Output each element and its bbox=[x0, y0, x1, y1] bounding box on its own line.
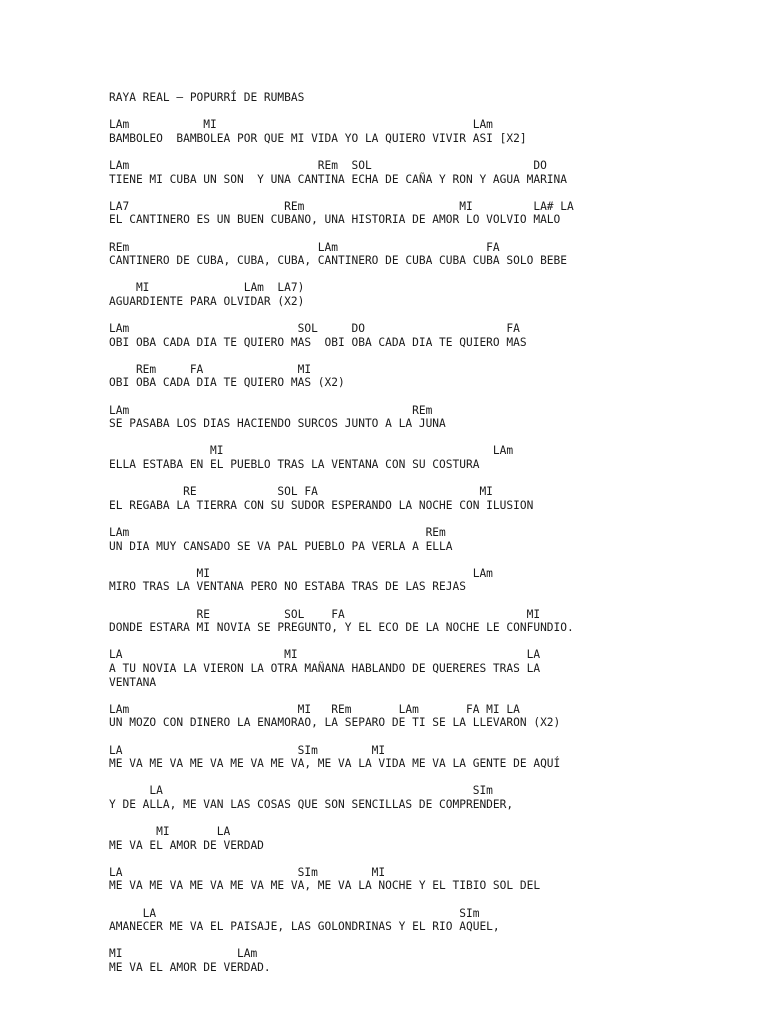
stanza bbox=[109, 281, 709, 308]
lyric-line: TIENE MI CUBA UN SON Y UNA CANTINA ECHA DE CAÑA Y RON Y AGUA MARINA bbox=[109, 172, 568, 186]
lyric-line: CANTINERO DE CUBA, CUBA, CUBA, CANTINERO DE CUBA CUBA CUBA SOLO BEBE bbox=[109, 254, 568, 268]
lyric-line: UN MOZO CON DINERO LA ENAMORAO, LA SEPARO DE TI SE LA LLEVARON (X2) bbox=[109, 716, 561, 730]
lyric-line: ME VA EL AMOR DE VERDAD bbox=[109, 838, 264, 852]
lyric-line: AGUARDIENTE PARA OLVIDAR (X2) bbox=[109, 294, 305, 308]
chord-line: LAm REm SOL DO bbox=[109, 158, 547, 172]
stanza bbox=[109, 485, 709, 512]
lyric-line: MIRO TRAS LA VENTANA PERO NO ESTABA TRAS DE LAS REJAS bbox=[109, 580, 466, 594]
stanza bbox=[109, 784, 709, 811]
chord-line: LAm SOL DO FA bbox=[109, 322, 520, 336]
chord-line: LA SIm bbox=[109, 906, 480, 920]
chord-line: REm LAm FA bbox=[109, 240, 500, 254]
lyric-line: DONDE ESTARA MI NOVIA SE PREGUNTO, Y EL ECO DE LA NOCHE LE CONFUNDIO. bbox=[109, 621, 574, 635]
lyric-line: OBI OBA CADA DIA TE QUIERO MAS (X2) bbox=[109, 376, 345, 390]
stanza bbox=[109, 444, 709, 471]
stanza bbox=[109, 118, 709, 145]
lyric-line: VENTANA bbox=[109, 675, 157, 689]
chord-line: LA MI LA bbox=[109, 648, 541, 662]
lyric-line: ME VA ME VA ME VA ME VA ME VA, ME VA LA NOCHE Y EL TIBIO SOL DEL bbox=[109, 879, 541, 893]
lyric-line: ME VA EL AMOR DE VERDAD. bbox=[109, 961, 271, 974]
stanza bbox=[109, 322, 709, 349]
lyrics-document bbox=[109, 91, 709, 988]
stanza bbox=[109, 404, 709, 431]
lyric-line: ME VA ME VA ME VA ME VA ME VA, ME VA LA VIDA ME VA LA GENTE DE AQUÍ bbox=[109, 757, 561, 771]
stanza bbox=[109, 363, 709, 390]
lyric-line: AMANECER ME VA EL PAISAJE, LAS GOLONDRINAS Y EL RIO AQUEL, bbox=[109, 920, 500, 934]
stanza bbox=[109, 567, 709, 594]
document-title: RAYA REAL – POPURRÍ DE RUMBAS bbox=[109, 91, 305, 104]
lyric-line: OBI OBA CADA DIA TE QUIERO MAS OBI OBA CADA DIA TE QUIERO MAS bbox=[109, 335, 527, 349]
stanza bbox=[109, 241, 709, 268]
chord-line: MI LAm bbox=[109, 947, 258, 961]
lyric-line: Y DE ALLA, ME VAN LAS COSAS QUE SON SENCILLAS DE COMPRENDER, bbox=[109, 797, 514, 811]
chord-line: LAm REm bbox=[109, 526, 446, 539]
stanza bbox=[109, 648, 709, 689]
stanza bbox=[109, 825, 709, 852]
chord-line: LAm REm bbox=[109, 403, 433, 417]
stanza bbox=[109, 608, 709, 635]
stanza bbox=[109, 159, 709, 186]
lyric-line: SE PASABA LOS DIAS HACIENDO SURCOS JUNTO A LA JUNA bbox=[109, 417, 446, 431]
lyric-line: A TU NOVIA LA VIERON LA OTRA MAÑANA HABLANDO DE QUERERES TRAS LA bbox=[109, 661, 541, 675]
stanza bbox=[109, 200, 709, 227]
lyric-line: EL CANTINERO ES UN BUEN CUBANO, UNA HISTORIA DE AMOR LO VOLVIO MALO bbox=[109, 213, 561, 227]
chord-line: MI LAm bbox=[109, 444, 514, 458]
chord-line: LA SIm MI bbox=[109, 865, 386, 879]
chord-line: MI LAm LA7) bbox=[109, 281, 305, 295]
chord-line: LAm MI LAm bbox=[109, 118, 493, 132]
stanza bbox=[109, 703, 709, 730]
stanza bbox=[109, 526, 709, 553]
stanza bbox=[109, 947, 709, 974]
stanza bbox=[109, 907, 709, 934]
chord-line: MI LA bbox=[109, 825, 231, 839]
lyric-line: ELLA ESTABA EN EL PUEBLO TRAS LA VENTANA CON SU COSTURA bbox=[109, 458, 480, 472]
chord-line: LA SIm MI bbox=[109, 743, 386, 757]
chord-line: LA7 REm MI LA# LA bbox=[109, 199, 574, 213]
stanza bbox=[109, 744, 709, 771]
stanza bbox=[109, 866, 709, 893]
chord-line: MI LAm bbox=[109, 566, 493, 580]
chord-line: RE SOL FA MI bbox=[109, 485, 493, 499]
chord-line: LA SIm bbox=[109, 784, 493, 798]
lyric-line: BAMBOLEO BAMBOLEA POR QUE MI VIDA YO LA QUIERO VIVIR ASI [X2] bbox=[109, 131, 527, 145]
chord-line: REm FA MI bbox=[109, 362, 312, 376]
stanza-list bbox=[109, 118, 709, 974]
chord-line: LAm MI REm LAm FA MI LA bbox=[109, 702, 520, 716]
chord-line: RE SOL FA MI bbox=[109, 607, 541, 621]
lyric-line: UN DIA MUY CANSADO SE VA PAL PUEBLO PA VERLA A ELLA bbox=[109, 539, 453, 553]
lyric-line: EL REGABA LA TIERRA CON SU SUDOR ESPERANDO LA NOCHE CON ILUSION bbox=[109, 498, 534, 512]
